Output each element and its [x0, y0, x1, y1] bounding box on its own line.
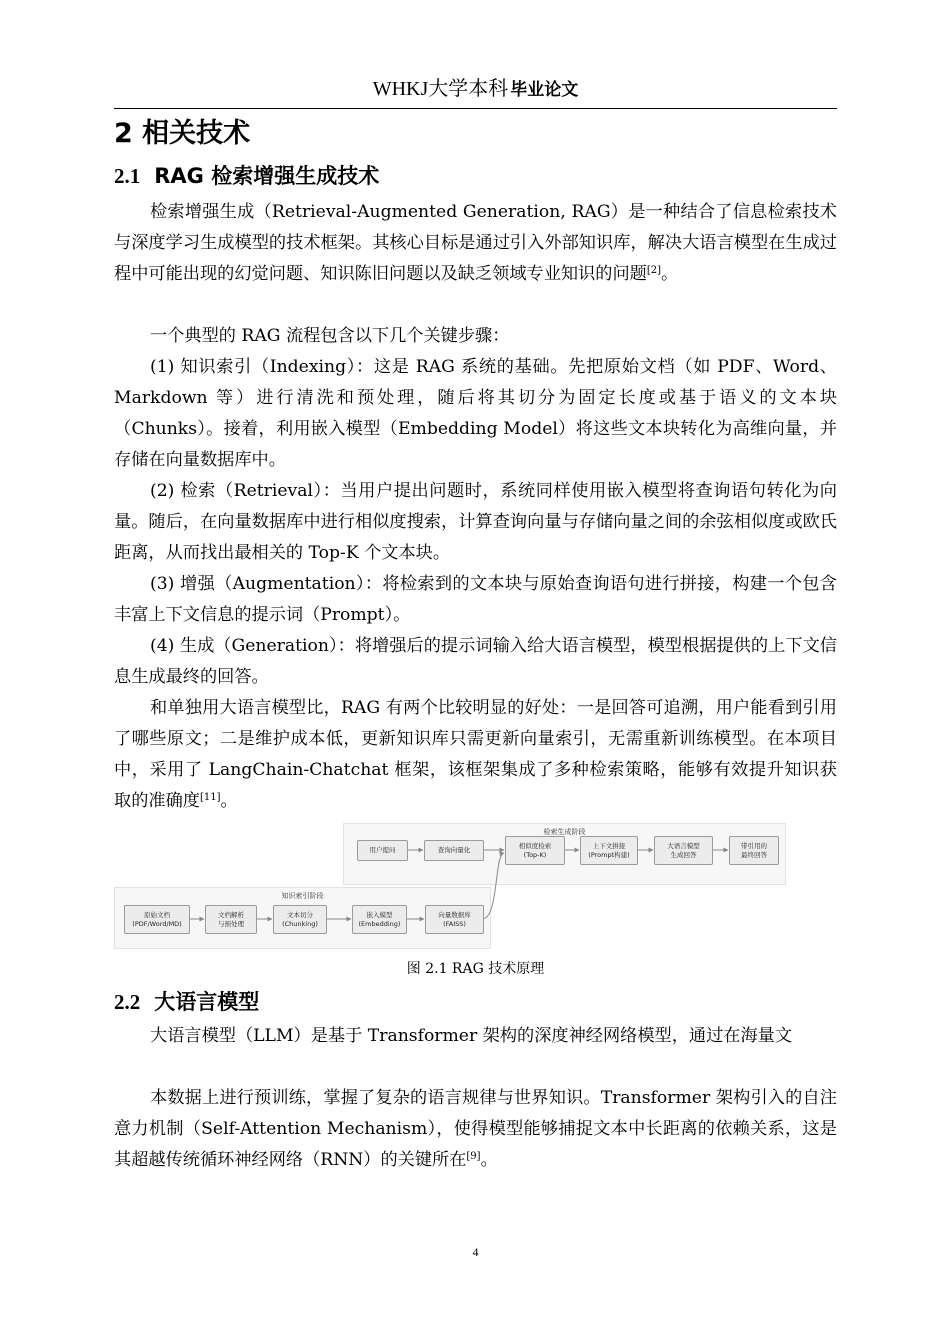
- node-final-answer: 带引用的 最终回答: [729, 836, 779, 865]
- node-text-chunking: 文本切分 (Chunking): [273, 905, 327, 934]
- node-user-question: 用户提问: [357, 840, 408, 861]
- subsection-heading-2-1: [114, 160, 379, 190]
- paragraph-tail: 。: [480, 1150, 498, 1170]
- citation: [9]: [466, 1151, 481, 1162]
- subsection-title: 大语言模型: [154, 990, 260, 1014]
- paragraph-step-generation: (4) 生成（Generation）：将增强后的提示词输入给大语言模型，模型根据提供的上下文信息生成最终的回答。: [114, 636, 837, 687]
- subsection-heading-2-2: [114, 986, 259, 1016]
- paragraph-step-indexing: (1) 知识索引（Indexing）：这是 RAG 系统的基础。先把原始文档（如 PDF、Word、Markdown 等）进行清洗和预处理，随后将其切分为固定长度或基于语义的文本块（Chunks）。接着，利用嵌入模型（Embedding Model）将这些文本块转化为高维向量，并存储在向量数据库中。: [114, 357, 837, 470]
- header-title: WHKJ大学本科: [372, 78, 509, 100]
- node-embedding-model: 嵌入模型 (Embedding): [352, 905, 407, 934]
- header-suffix: 毕业论文: [510, 80, 579, 100]
- subsection-title: RAG 检索增强生成技术: [154, 164, 380, 188]
- node-vector-db: 向量数据库 (FAISS): [425, 905, 484, 934]
- citation: [11]: [199, 792, 221, 803]
- paragraph-rag-benefits: [114, 693, 837, 817]
- index-stage-title: 知识索引阶段: [281, 892, 324, 900]
- node-doc-parse: 文档解析 与预处理: [205, 905, 257, 934]
- subsection-number: 2.1: [114, 164, 141, 188]
- paragraph-llm-transformer: [114, 1083, 837, 1176]
- figure-caption: 图 2.1 RAG 技术原理: [406, 961, 545, 977]
- node-llm-answer: 大语言模型 生成回答: [654, 836, 713, 865]
- section-heading: 2 相关技术: [114, 118, 251, 149]
- paragraph-text: 本数据上进行预训练，掌握了复杂的语言规律与世界知识。Transformer 架构引入的自注意力机制（Self-Attention Mechanism），使得模型能够捕捉文本中长距离的依赖关系，这是其超越传统循环神经网络（RNN）的关键所在: [114, 1088, 837, 1170]
- paragraph-step-augmentation: (3) 增强（Augmentation）：将检索到的文本块与原始查询语句进行拼接，构建一个包含丰富上下文信息的提示词（Prompt）。: [114, 574, 837, 625]
- paragraph-text: 检索增强生成（Retrieval-Augmented Generation, RAG）是一种结合了信息检索技术与深度学习生成模型的技术框架。其核心目标是通过引入外部知识库，解决大语言模型在生成过程中可能出现的幻觉问题、知识陈旧问题以及缺乏领域专业知识的问题: [114, 202, 837, 284]
- node-context-concat: 上下文拼接 (Prompt构建): [580, 836, 638, 865]
- page-number: 4: [472, 1245, 479, 1259]
- retrieval-stage-title: 检索生成阶段: [543, 828, 586, 836]
- rag-architecture-figure: [114, 820, 786, 952]
- paragraph-text: 和单独用大语言模型比，RAG 有两个比较明显的好处：一是回答可追溯，用户能看到引用了哪些原文；二是维护成本低，更新知识库只需更新向量索引，无需重新训练模型。在本项目中，采用了 LangChain-Chatchat 框架，该框架集成了多种检索策略，能够有效提升知识获取的准确度: [114, 698, 837, 811]
- subsection-number: 2.2: [114, 990, 141, 1014]
- running-header: [114, 72, 837, 101]
- node-raw-documents: 原始文档 (PDF/Word/MD): [124, 905, 190, 934]
- paragraph-tail: 。: [661, 264, 679, 284]
- paragraph-tail: 。: [220, 791, 238, 811]
- citation: [2]: [646, 265, 661, 276]
- node-similarity-search: 相似度检索 (Top-K): [505, 836, 565, 865]
- paragraph-steps-intro: 一个典型的 RAG 流程包含以下几个关键步骤：: [150, 326, 510, 346]
- node-query-vectorize: 查询向量化: [424, 840, 484, 861]
- paragraph-rag-intro: [114, 197, 837, 290]
- header-rule: [114, 108, 837, 109]
- paragraph-step-retrieval: (2) 检索（Retrieval）：当用户提出问题时，系统同样使用嵌入模型将查询语句转化为向量。随后，在向量数据库中进行相似度搜索，计算查询向量与存储向量之间的余弦相似度或欧氏距离，从而找出最相关的 Top-K 个文本块。: [114, 481, 837, 563]
- paragraph-llm-intro: 大语言模型（LLM）是基于 Transformer 架构的深度神经网络模型，通过在海量文: [150, 1026, 793, 1046]
